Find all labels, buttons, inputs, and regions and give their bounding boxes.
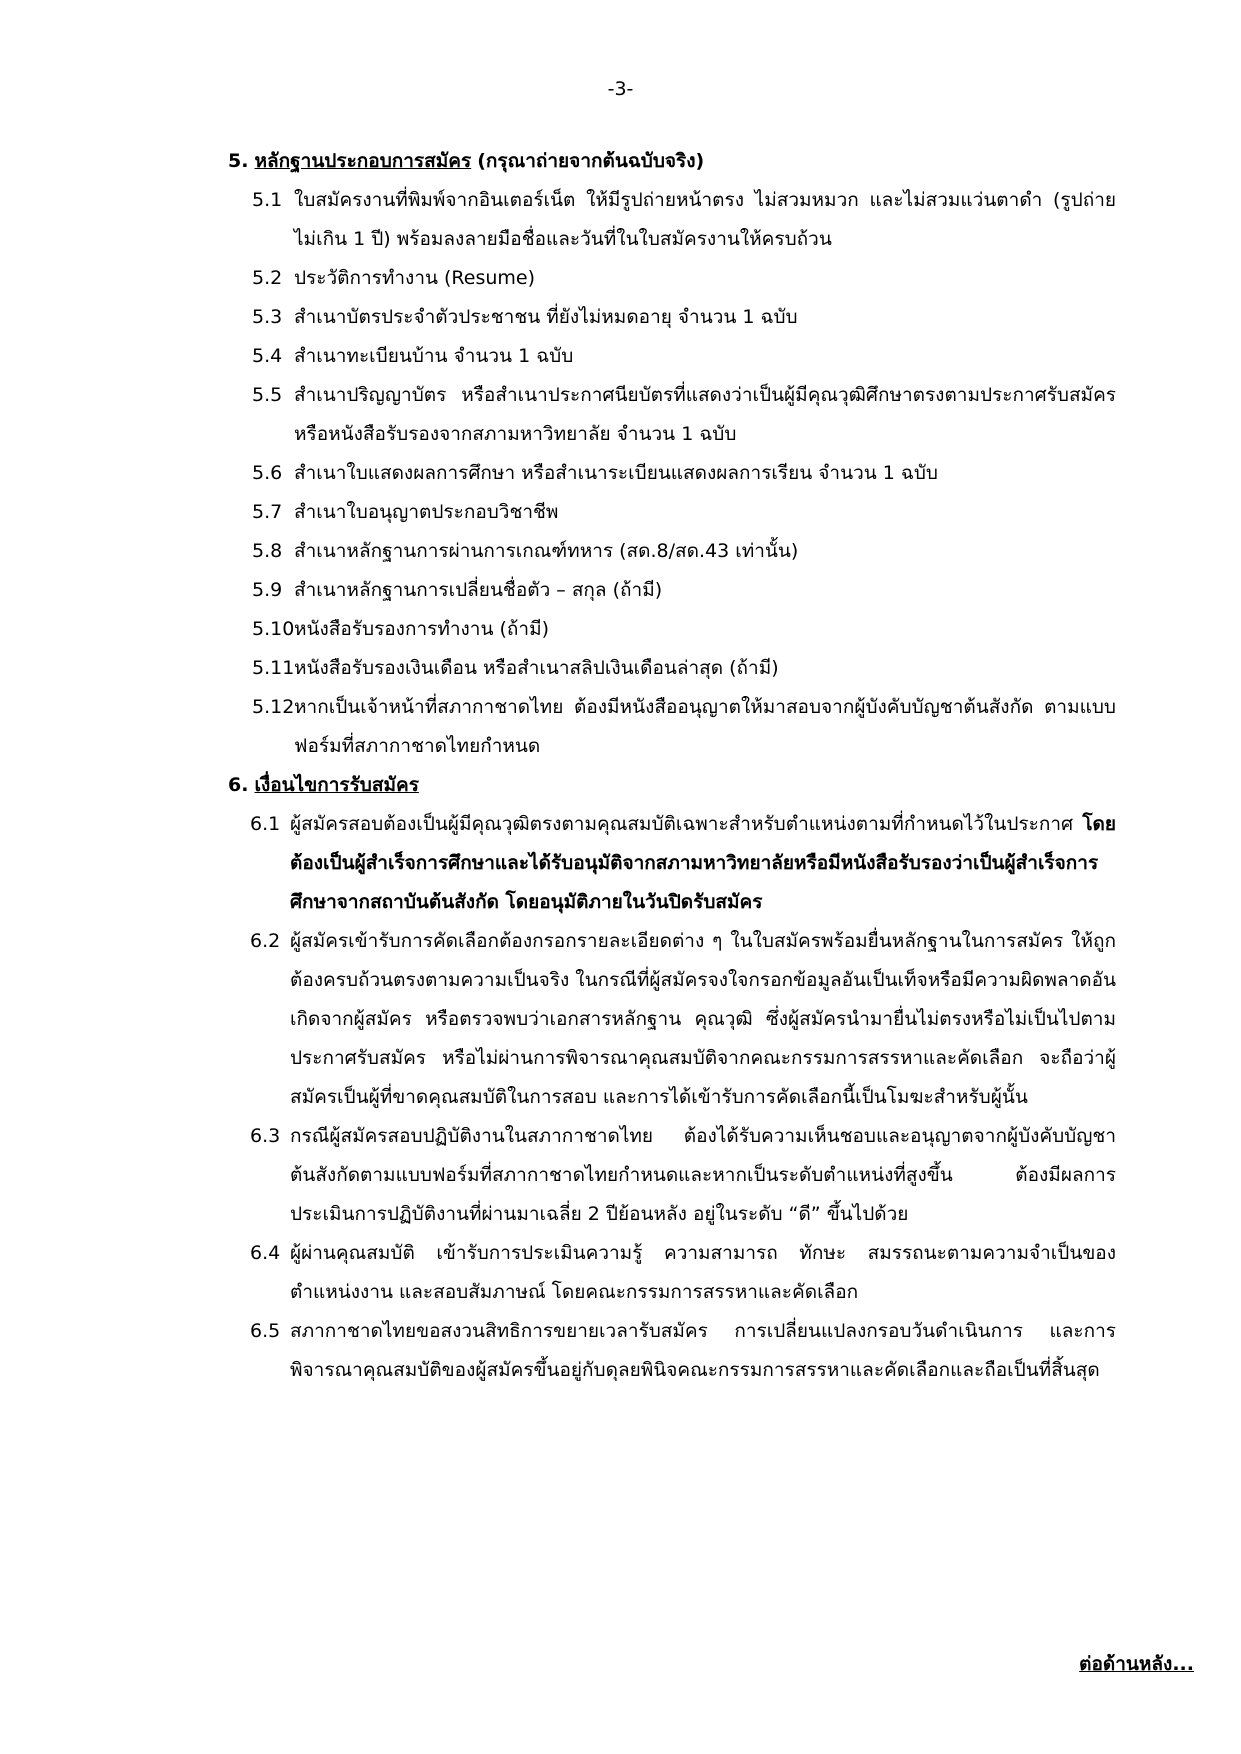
list-item <box>228 688 1128 766</box>
item-text: สำเนาปริญญาบัตร หรือสำเนาประกาศนียบัตรที่แสดงว่าเป็นผู้มีคุณวุฒิศึกษาตรงตามประกาศรับสมัคร หรือหนังสือรับรองจากสภามหาวิทยาลัย จำนวน 1 ฉบับ <box>294 384 1116 445</box>
item-number: 6.4 <box>250 1242 281 1264</box>
section-number: 5. <box>228 150 249 172</box>
document-body <box>228 142 1128 1390</box>
item-number: 5.11 <box>252 657 295 679</box>
list-item <box>228 181 1128 259</box>
section-heading <box>228 766 1128 805</box>
item-text: ผู้สมัครเข้ารับการคัดเลือกต้องกรอกรายละเอียดต่าง ๆ ในใบสมัครพร้อมยื่นหลักฐานในการสมัคร ให้ถูกต้องครบถ้วนตรงตามความเป็นจริง ในกรณีที่ผู้สมัครจงใจกรอกข้อมูลอันเป็นเท็จหรือมีความผิดพลาดอันเกิดจากผู้สมัคร หรือตรวจพบว่าเอกสารหลักฐาน คุณวุฒิ ซึ่งผู้สมัครนำมายื่นไม่ตรงหรือไม่เป็นไปตามประกาศรับสมัคร หรือไม่ผ่านการพิจารณาคุณสมบัติจากคณะกรรมการสรรหาและคัดเลือก จะถือว่าผู้สมัครเป็นผู้ที่ขาดคุณสมบัติในการสอบ และการได้เข้ารับการคัดเลือกนี้เป็นโมฆะสำหรับผู้นั้น <box>290 930 1116 1108</box>
list-item <box>228 922 1128 1117</box>
item-text: สำเนาบัตรประจำตัวประชาชน ที่ยังไม่หมดอายุ จำนวน 1 ฉบับ <box>294 306 798 328</box>
item-number: 5.8 <box>252 540 283 562</box>
item-number: 6.3 <box>250 1125 281 1147</box>
list-item <box>228 610 1128 649</box>
section-title: เงื่อนไขการรับสมัคร <box>254 774 419 796</box>
item-number: 5.3 <box>252 306 283 328</box>
section-note: (กรุณาถ่ายจากต้นฉบับจริง) <box>477 150 705 172</box>
item-text: หากเป็นเจ้าหน้าที่สภากาชาดไทย ต้องมีหนังสืออนุญาตให้มาสอบจากผู้บังคับบัญชาต้นสังกัด ตามแบบฟอร์มที่สภากาชาดไทยกำหนด <box>294 696 1116 757</box>
continue-note: ต่อด้านหลัง... <box>1079 1653 1194 1675</box>
item-text: หนังสือรับรองการทำงาน (ถ้ามี) <box>294 618 550 640</box>
item-number: 5.2 <box>252 267 283 289</box>
list-item <box>228 805 1128 922</box>
item-text: ผู้ผ่านคุณสมบัติ เข้ารับการประเมินความรู้ ความสามารถ ทักษะ สมรรถนะตามความจำเป็นของตำแหน่งงาน และสอบสัมภาษณ์ โดยคณะกรรมการสรรหาและคัดเลือก <box>290 1242 1116 1303</box>
section-heading <box>228 142 1128 181</box>
item-text: สำเนาหลักฐานการเปลี่ยนชื่อตัว – สกุล (ถ้ามี) <box>294 579 663 601</box>
item-text: ผู้สมัครสอบต้องเป็นผู้มีคุณวุฒิตรงตามคุณสมบัติเฉพาะสำหรับตำแหน่งตามที่กำหนดไว้ในประกาศ <box>290 813 1083 835</box>
item-number: 5.12 <box>252 696 295 718</box>
list-item <box>228 298 1128 337</box>
item-number: 5.1 <box>252 189 283 211</box>
item-number: 6.1 <box>250 813 281 835</box>
list-item <box>228 259 1128 298</box>
item-text: สำเนาทะเบียนบ้าน จำนวน 1 ฉบับ <box>294 345 574 367</box>
item-text: ประวัติการทำงาน (Resume) <box>294 267 536 289</box>
item-number: 5.6 <box>252 462 283 484</box>
item-text: ใบสมัครงานที่พิมพ์จากอินเตอร์เน็ต ให้มีรูปถ่ายหน้าตรง ไม่สวมหมวก และไม่สวมแว่นตาดำ (รูปถ่ายไม่เกิน 1 ปี) พร้อมลงลายมือชื่อและวันที่ในใบสมัครงานให้ครบถ้วน <box>294 189 1116 250</box>
list-item <box>228 454 1128 493</box>
item-number: 5.4 <box>252 345 283 367</box>
item-emphasis: โดยต้องเป็นผู้สำเร็จการศึกษาและได้รับอนุมัติจากสภามหาวิทยาลัยหรือมีหนังสือรับรองว่าเป็นผู้สำเร็จการศึกษาจากสถาบันต้นสังกัด โดยอนุมัติภายในวันปิดรับสมัคร <box>290 813 1116 913</box>
list-item <box>228 571 1128 610</box>
section-application-documents <box>228 142 1128 766</box>
list-item <box>228 649 1128 688</box>
item-text: หนังสือรับรองเงินเดือน หรือสำเนาสลิปเงินเดือนล่าสุด (ถ้ามี) <box>294 657 779 679</box>
document-list <box>228 181 1128 766</box>
list-item <box>228 1234 1128 1312</box>
item-number: 6.5 <box>250 1320 281 1342</box>
list-item <box>228 532 1128 571</box>
section-title: หลักฐานประกอบการสมัคร <box>254 150 472 172</box>
item-number: 5.10 <box>252 618 295 640</box>
page-number: -3- <box>607 78 634 100</box>
item-text: สำเนาหลักฐานการผ่านการเกณฑ์ทหาร (สด.8/สด.43 เท่านั้น) <box>294 540 799 562</box>
section-number: 6. <box>228 774 249 796</box>
condition-list <box>228 805 1128 1390</box>
list-item <box>228 493 1128 532</box>
item-text: สำเนาใบอนุญาตประกอบวิชาชีพ <box>294 501 559 523</box>
item-number: 6.2 <box>250 930 281 952</box>
section-application-conditions <box>228 766 1128 1390</box>
item-text: สำเนาใบแสดงผลการศึกษา หรือสำเนาระเบียนแสดงผลการเรียน จำนวน 1 ฉบับ <box>294 462 938 484</box>
item-number: 5.7 <box>252 501 283 523</box>
list-item <box>228 1117 1128 1234</box>
item-number: 5.5 <box>252 384 283 406</box>
item-number: 5.9 <box>252 579 283 601</box>
list-item <box>228 376 1128 454</box>
list-item <box>228 337 1128 376</box>
item-text: สภากาชาดไทยขอสงวนสิทธิการขยายเวลารับสมัคร การเปลี่ยนแปลงกรอบวันดำเนินการ และการพิจารณาคุณสมบัติของผู้สมัครขึ้นอยู่กับดุลยพินิจคณะกรรมการสรรหาและคัดเลือกและถือเป็นที่สิ้นสุด <box>290 1320 1116 1381</box>
item-text: กรณีผู้สมัครสอบปฏิบัติงานในสภากาชาดไทย ต้องได้รับความเห็นชอบและอนุญาตจากผู้บังคับบัญชาต้นสังกัดตามแบบฟอร์มที่สภากาชาดไทยกำหนดและหากเป็นระดับตำแหน่งที่สูงขึ้น ต้องมีผลการประเมินการปฏิบัติงานที่ผ่านมาเฉลี่ย 2 ปีย้อนหลัง อยู่ในระดับ “ดี” ขึ้นไปด้วย <box>290 1125 1116 1225</box>
list-item <box>228 1312 1128 1390</box>
